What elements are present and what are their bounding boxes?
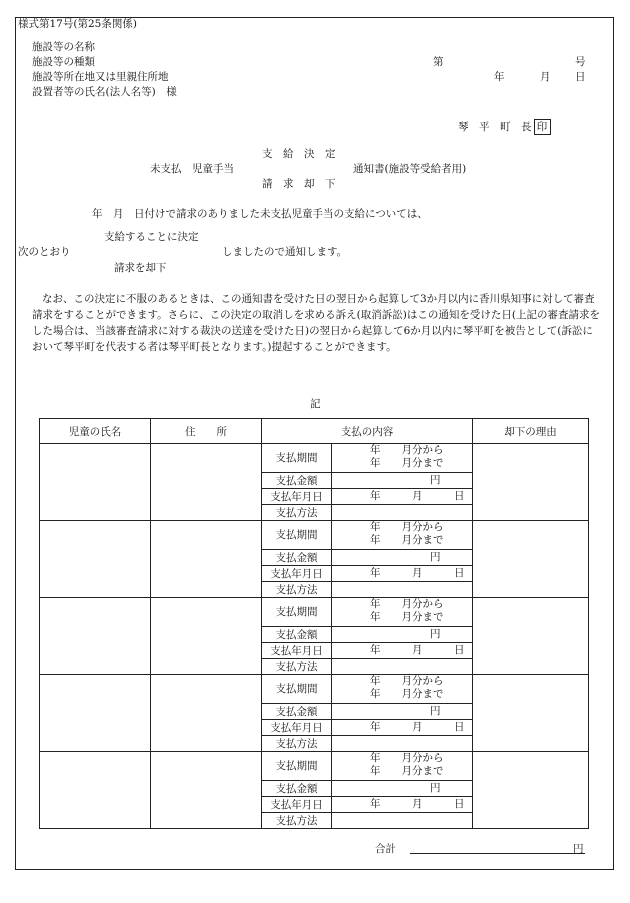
form-number: 様式第17号(第25条関係) [18, 18, 137, 30]
period-value[interactable] [332, 752, 473, 781]
date-year: 年 [494, 71, 505, 83]
amount-label: 支払金額 [262, 473, 332, 489]
body-suffix: しましたので通知します。 [222, 246, 348, 258]
period-value[interactable] [332, 598, 473, 627]
child-name-cell[interactable] [40, 598, 151, 675]
yen-unit: 円 [430, 782, 441, 794]
body-first-line: 年 月 日付けで請求のありました未支払児童手当の支給については、 [92, 208, 428, 220]
header-address: 住 所 [151, 419, 262, 444]
issuer [458, 119, 551, 135]
period-from: 年 月分から [370, 521, 444, 533]
amount-label: 支払金額 [262, 550, 332, 566]
period-value[interactable] [332, 444, 473, 473]
period-to: 年 月分まで [370, 611, 444, 623]
address-cell[interactable] [151, 444, 262, 521]
ymd-template: 年 月 日 [370, 721, 465, 733]
period-to: 年 月分まで [370, 765, 444, 777]
address-cell[interactable] [151, 521, 262, 598]
ymd-template: 年 月 日 [370, 567, 465, 579]
facility-name-label: 施設等の名称 [32, 41, 95, 53]
total-field-line[interactable] [410, 853, 585, 854]
header-child-name: 児童の氏名 [40, 419, 151, 444]
title-suffix: 通知書(施設等受給者用) [353, 163, 467, 175]
date-value[interactable] [332, 643, 473, 659]
amount-value[interactable] [332, 627, 473, 643]
rejection-reason-cell[interactable] [473, 444, 589, 521]
body-option-lower: 請求を却下 [114, 262, 167, 274]
address-cell[interactable] [151, 675, 262, 752]
method-value[interactable] [332, 813, 473, 829]
appeal-notice: なお、この決定に不服のあるときは、この通知書を受けた日の翌日から起算して3か月以内に香川県知事に対して審査請求をすることができます。さらに、この決定の取消しを求める訴え(取消訴訟)はこの通知を受けた日(上記の審査請求をした場合は、当該審査請求に対する裁決の送達を受けた日)の翌日から起算して6か月以内に琴平町を被告として(訴訟において琴平町を代表する者は琴平町長となります。)提起することができます。 [32, 293, 600, 353]
rejection-reason-cell[interactable] [473, 521, 589, 598]
amount-value[interactable] [332, 781, 473, 797]
amount-value[interactable] [332, 473, 473, 489]
period-to: 年 月分まで [370, 534, 444, 546]
period-value[interactable] [332, 521, 473, 550]
amount-value[interactable] [332, 550, 473, 566]
title-prefix: 未支払 児童手当 [150, 163, 234, 175]
period-label: 支払期間 [262, 752, 332, 781]
period-to: 年 月分まで [370, 688, 444, 700]
address-cell[interactable] [151, 752, 262, 829]
seal-mark: 印 [534, 119, 551, 135]
operator-name-label: 設置者等の氏名(法人名等) 様 [32, 86, 177, 98]
date-label: 支払年月日 [262, 566, 332, 582]
date-day: 日 [575, 71, 586, 83]
table-row [40, 752, 589, 781]
period-to: 年 月分まで [370, 457, 444, 469]
period-label: 支払期間 [262, 444, 332, 473]
method-value[interactable] [332, 659, 473, 675]
date-label: 支払年月日 [262, 489, 332, 505]
yen-unit: 円 [430, 705, 441, 717]
date-month: 月 [540, 71, 551, 83]
facility-type-label: 施設等の種類 [32, 56, 95, 68]
yen-unit: 円 [430, 551, 441, 563]
method-label: 支払方法 [262, 582, 332, 598]
address-cell[interactable] [151, 598, 262, 675]
method-label: 支払方法 [262, 813, 332, 829]
period-from: 年 月分から [370, 752, 444, 764]
method-value[interactable] [332, 736, 473, 752]
method-label: 支払方法 [262, 736, 332, 752]
method-label: 支払方法 [262, 505, 332, 521]
child-name-cell[interactable] [40, 521, 151, 598]
child-name-cell[interactable] [40, 444, 151, 521]
rejection-reason-cell[interactable] [473, 598, 589, 675]
facility-address-label: 施設等所在地又は里親住所地 [32, 71, 169, 83]
header-payment-content: 支払の内容 [262, 419, 473, 444]
period-label: 支払期間 [262, 521, 332, 550]
header-rejection-reason: 却下の理由 [473, 419, 589, 444]
table-row [40, 598, 589, 627]
date-label: 支払年月日 [262, 797, 332, 813]
method-value[interactable] [332, 505, 473, 521]
date-label: 支払年月日 [262, 720, 332, 736]
amount-label: 支払金額 [262, 627, 332, 643]
doc-number-prefix: 第 [433, 56, 444, 68]
doc-number-suffix: 号 [575, 56, 586, 68]
records-table [39, 418, 589, 829]
ymd-template: 年 月 日 [370, 798, 465, 810]
amount-value[interactable] [332, 704, 473, 720]
title-lower-option: 請 求 却 下 [262, 178, 336, 190]
ki-heading: 記 [310, 398, 321, 410]
date-label: 支払年月日 [262, 643, 332, 659]
period-label: 支払期間 [262, 598, 332, 627]
period-from: 年 月分から [370, 675, 444, 687]
rejection-reason-cell[interactable] [473, 752, 589, 829]
title-upper-option: 支 給 決 定 [262, 148, 336, 160]
date-value[interactable] [332, 566, 473, 582]
table-header-row [40, 419, 589, 444]
child-name-cell[interactable] [40, 675, 151, 752]
issuer-name: 琴 平 町 長 [458, 121, 532, 133]
total-unit: 円 [573, 843, 584, 855]
period-from: 年 月分から [370, 598, 444, 610]
ymd-template: 年 月 日 [370, 490, 465, 502]
table-row [40, 444, 589, 473]
method-value[interactable] [332, 582, 473, 598]
date-value[interactable] [332, 720, 473, 736]
amount-label: 支払金額 [262, 781, 332, 797]
period-from: 年 月分から [370, 444, 444, 456]
ymd-template: 年 月 日 [370, 644, 465, 656]
body-option-upper: 支給することに決定 [104, 231, 199, 243]
date-value[interactable] [332, 797, 473, 813]
period-label: 支払期間 [262, 675, 332, 704]
table-row [40, 521, 589, 550]
yen-unit: 円 [430, 628, 441, 640]
amount-label: 支払金額 [262, 704, 332, 720]
table-row [40, 675, 589, 704]
yen-unit: 円 [430, 474, 441, 486]
body-prefix: 次のとおり [18, 246, 71, 258]
method-label: 支払方法 [262, 659, 332, 675]
date-value[interactable] [332, 489, 473, 505]
period-value[interactable] [332, 675, 473, 704]
total-label: 合計 [375, 843, 396, 855]
rejection-reason-cell[interactable] [473, 675, 589, 752]
child-name-cell[interactable] [40, 752, 151, 829]
